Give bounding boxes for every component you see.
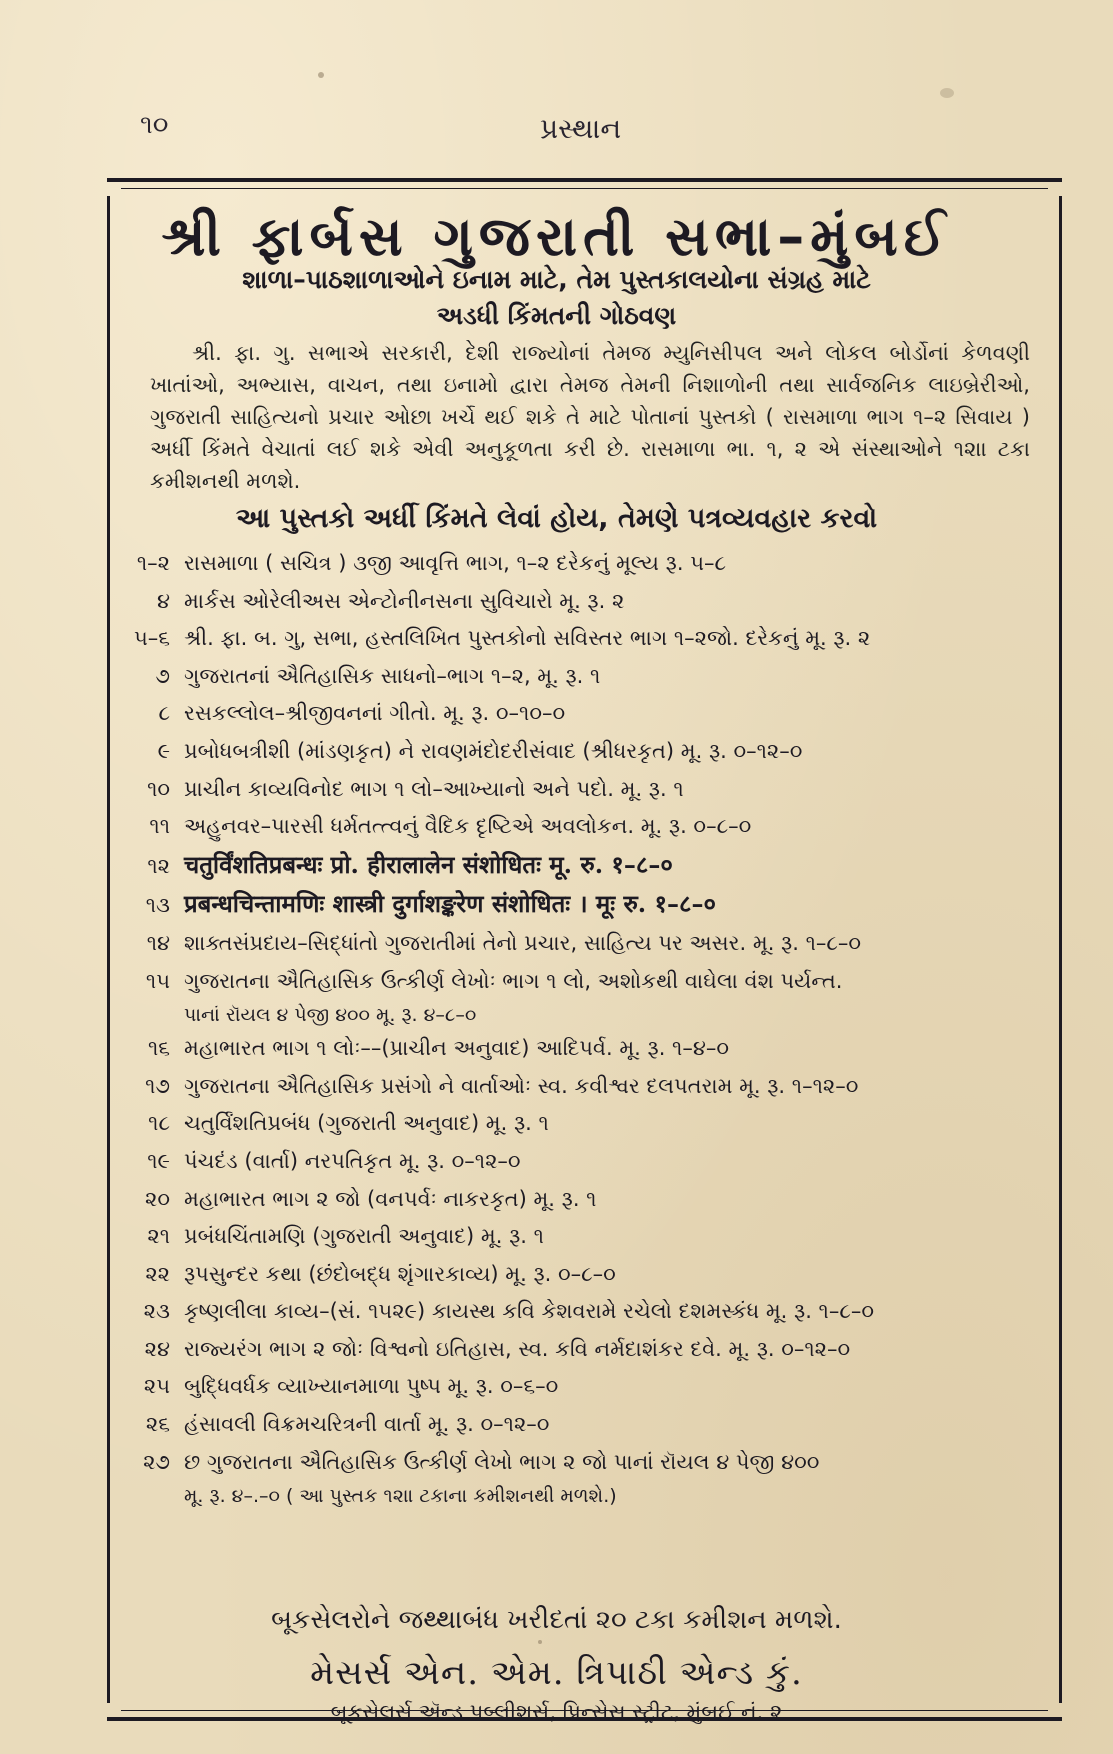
book-list-item	[122, 885, 1052, 925]
book-number: ૨૭	[143, 1449, 170, 1474]
ad-subtitle-offer: અડધી કિંમતની ગોઠવણ	[436, 301, 677, 330]
book-list-item	[122, 733, 1052, 771]
book-number: ૫–૬	[133, 626, 170, 651]
book-description: ચતુર્વિંશતિપ્રબંધ (ગુજરાતી અનુવાદ) મૂ. રૂ. ૧	[184, 1111, 549, 1136]
book-list-item	[122, 545, 1052, 583]
book-description: પ્રાચીન કાવ્યવિનોદ ભાગ ૧ લો–આખ્યાનો અને પદો. મૂ. રૂ. ૧	[184, 776, 684, 801]
book-description: प्रबन्धचिन्तामणिः शास्त्री दुर्गाशङ्करेण संशोधितः । मूः रु. १–८–०	[184, 889, 716, 919]
book-description: રૂપસુન્દર કથા (છંદોબદ્ધ શૃંગારકાવ્ય) મૂ. રૂ. ૦–૮–૦	[184, 1261, 616, 1286]
publisher-name: મેસર્સ એન. એમ. ત્રિપાઠી એન્ડ કું.	[310, 1653, 803, 1693]
book-number: ૨૩	[143, 1299, 170, 1324]
book-list	[122, 545, 1052, 1511]
book-number: ૧–૨	[136, 551, 170, 575]
book-list-item	[122, 1181, 1052, 1219]
frame-top-rule	[121, 188, 1048, 189]
book-list-item	[122, 925, 1052, 963]
book-description: પ્રબંધચિંતામણિ (ગુજરાતી અનુવાદ) મૂ. રૂ. ૧	[184, 1224, 544, 1249]
book-number: ૨૧	[147, 1224, 170, 1249]
book-list-item	[122, 771, 1052, 809]
book-list-item	[122, 1030, 1052, 1068]
book-list-item	[122, 1068, 1052, 1106]
book-list-item	[122, 963, 1052, 1001]
book-number: ૧૧	[149, 814, 170, 839]
book-description: બુદ્ધિવર્ધક વ્યાખ્યાનમાળા પુષ્પ મૂ. રૂ. ૦–૬–૦	[184, 1374, 559, 1399]
book-description: મહાભારત ભાગ ૨ જો (વનપર્વઃ નાકરકૃત) મૂ. રૂ. ૧	[184, 1186, 597, 1211]
book-number: ૨૦	[145, 1186, 170, 1211]
book-list-item	[122, 1293, 1052, 1331]
book-number: ૧૪	[146, 930, 170, 955]
book-number: ૧૮	[148, 1111, 170, 1136]
book-description: હંસાવલી વિક્રમચરિત્રની વાર્તા મૂ. રૂ. ૦–૧૨–૦	[184, 1412, 550, 1437]
book-number: ૧૩	[145, 893, 170, 918]
book-list-item	[122, 583, 1052, 621]
book-description: મહાભારત ભાગ ૧ લોઃ––(પ્રાચીન અનુવાદ) આદિપર્વ. મૂ. રૂ. ૧–૪–૦	[184, 1036, 730, 1061]
book-number: ૧૨	[147, 853, 170, 878]
running-head: પ્રસ્થાન	[540, 112, 622, 145]
book-number: ૭	[155, 663, 170, 688]
book-list-item	[122, 1368, 1052, 1406]
ad-title: શ્રી ફાર્બસ ગુજરાતી સભા–મુંબઈ	[161, 205, 952, 268]
book-description: શાક્તસંપ્રદાય–સિદ્ધાંતો ગુજરાતીમાં તેનો પ્રચાર, સાહિત્ય પર અસર. મૂ. રૂ. ૧–૮–૦	[184, 930, 862, 955]
book-description: ગુજરાતનાં ઐતિહાસિક સાધનો–ભાગ ૧–૨, મૂ. રૂ. ૧	[184, 663, 601, 688]
book-number: ૮	[158, 701, 170, 726]
book-list-item	[122, 1406, 1052, 1444]
book-description: રસકલ્લોલ–શ્રીજીવનનાં ગીતો. મૂ. રૂ. ૦–૧૦–૦	[184, 701, 566, 726]
book-list-item	[122, 1444, 1052, 1482]
book-number: ૧૫	[145, 968, 170, 993]
ad-subtitle: શાળા–પાઠશાળાઓને ઇનામ માટે, તેમ પુસ્તકાલયોના સંગ્રહ માટે	[242, 265, 871, 294]
book-list-item	[122, 1256, 1052, 1294]
book-list-item	[122, 695, 1052, 733]
book-list-item	[122, 1143, 1052, 1181]
book-description: રાજ્યરંગ ભાગ ૨ જોઃ વિશ્વનો ઇતિહાસ, સ્વ. કવિ નર્મદાશંકર દવે. મૂ. રૂ. ૦–૧૨–૦	[184, 1336, 851, 1361]
order-notice: આ પુસ્તકો અર્ધી કિંમતે લેવાં હોય, તેમણે પત્રવ્યવહાર કરવો	[235, 503, 878, 534]
book-description: રાસમાળા ( સચિત્ર ) ૩જી આવૃત્તિ ભાગ, ૧–૨ દરેકનું મૂલ્ય રૂ. ૫–૮	[184, 551, 727, 575]
book-number: ૨૨	[145, 1261, 170, 1286]
book-list-item	[122, 1331, 1052, 1369]
book-number: ૧૬	[147, 1036, 170, 1061]
book-description-continuation: મૂ. રૂ. ૪–.–૦ ( આ પુસ્તક ૧૨ાા ટકાના કમીશનથી મળશે.)	[184, 1485, 617, 1508]
book-description: પંચદંડ (વાર્તા) નરપતિકૃત મૂ. રૂ. ૦–૧૨–૦	[184, 1148, 521, 1173]
stain-mark	[940, 88, 954, 98]
ink-speck	[318, 72, 324, 78]
book-description: શ્રી. ફા. બ. ગુ, સભા, હસ્તલિખિત પુસ્તકોનો સવિસ્તર ભાગ ૧–૨જો. દરેકનું મૂ. રૂ. ૨	[184, 626, 871, 651]
book-description-continuation: પાનાં રૉયલ ૪ પેજી ૪૦૦ મૂ. રૂ. ૪–૮–૦	[184, 1004, 477, 1027]
page-number: ૧૦	[140, 110, 169, 140]
book-number: ૪	[156, 588, 170, 613]
book-number: ૨૬	[145, 1412, 170, 1437]
book-description: ગુજરાતના ઐતિહાસિક ઉત્કીર્ણ લેખોઃ ભાગ ૧ લો, અશોકથી વાઘેલા વંશ પર્યન્ત.	[184, 968, 843, 993]
book-number: ૨૪	[144, 1336, 170, 1361]
book-number: ૨૫	[143, 1374, 170, 1399]
book-description: છ ગુજરાતના ઐતિહાસિક ઉત્કીર્ણ લેખો ભાગ ૨ જો પાનાં રૉયલ ૪ પેજી ૪૦૦	[184, 1449, 820, 1474]
book-list-item	[122, 658, 1052, 696]
intro-paragraph: શ્રી. ફા. ગુ. સભાએ સરકારી, દેશી રાજ્યોનાં તેમજ મ્યુનિસીપલ અને લોકલ બોર્ડોનાં કેળવણી ખાતાંઓ, અભ્યાસ, વાચન, તથા ઇનામો દ્વારા તેમજ તેમની નિશાળોની તથા સાર્વજનિક લાઇબ્રેરીઓ, ગુજરાતી સાહિત્યનો પ્રચાર ઓછા ખર્ચે થઈ શકે તે માટે પોતાનાં પુસ્તકો ( રાસમાળા ભાગ ૧–૨ સિવાય ) અર્ધી કિંમતે વેચાતાં લઈ શકે એવી અનુકૂળતા કરી છે. રાસમાળા ભા. ૧, ૨ એ સંસ્થાઓને ૧૨ાા ટકા કમીશનથી મળશે.	[150, 341, 1030, 493]
book-description: કૃષ્ણલીલા કાવ્ય–(સં. ૧૫૨૯) કાયસ્થ કવિ કેશવરામે રચેલો દશમસ્કંધ મૂ. રૂ. ૧–૮–૦	[184, 1299, 875, 1324]
book-number: ૧૭	[145, 1073, 170, 1098]
book-description: માર્કસ ઓરેલીઅસ એન્ટોનીનસના સુવિચારો મૂ. રૂ. ૨	[184, 588, 625, 613]
book-description: चतुर्विंशतिप्रबन्धः प्रो. हीरालालेन संशोधितः मू. रु. १–८–०	[184, 849, 673, 879]
book-number: ૯	[157, 738, 170, 763]
book-number: ૧૦	[147, 776, 170, 801]
book-list-item	[122, 1105, 1052, 1143]
book-list-item	[122, 1218, 1052, 1256]
book-number: ૧૯	[147, 1148, 170, 1173]
book-list-item	[122, 846, 1052, 886]
bookseller-discount-note: બૂકસેલરોને જથ્થાબંધ ખરીદતાં ૨૦ ટકા કમીશન મળશે.	[271, 1605, 842, 1635]
book-description: પ્રબોધબત્રીશી (માંડણકૃત) ને રાવણમંદોદરીસંવાદ (શ્રીધરકૃત) મૂ. રૂ. ૦–૧૨–૦	[184, 738, 803, 763]
book-list-item	[122, 808, 1052, 846]
book-description: ગુજરાતના ઐતિહાસિક પ્રસંગો ને વાર્તાઓઃ સ્વ. કવીશ્વર દલપતરામ મૂ. રૂ. ૧–૧૨–૦	[184, 1073, 859, 1098]
publisher-address: બૂકસેલર્સ ઍન્ડ પબ્લીશર્સ, પ્રિન્સેસ સ્ટ્રીટ, મુંબઈ નં. ૨	[330, 1700, 783, 1724]
book-list-item	[122, 620, 1052, 658]
book-description: અહુનવર–પારસી ધર્મતત્ત્વનું વૈદિક દૃષ્ટિએ અવલોકન. મૂ. રૂ. ૦–૮–૦	[184, 814, 752, 839]
